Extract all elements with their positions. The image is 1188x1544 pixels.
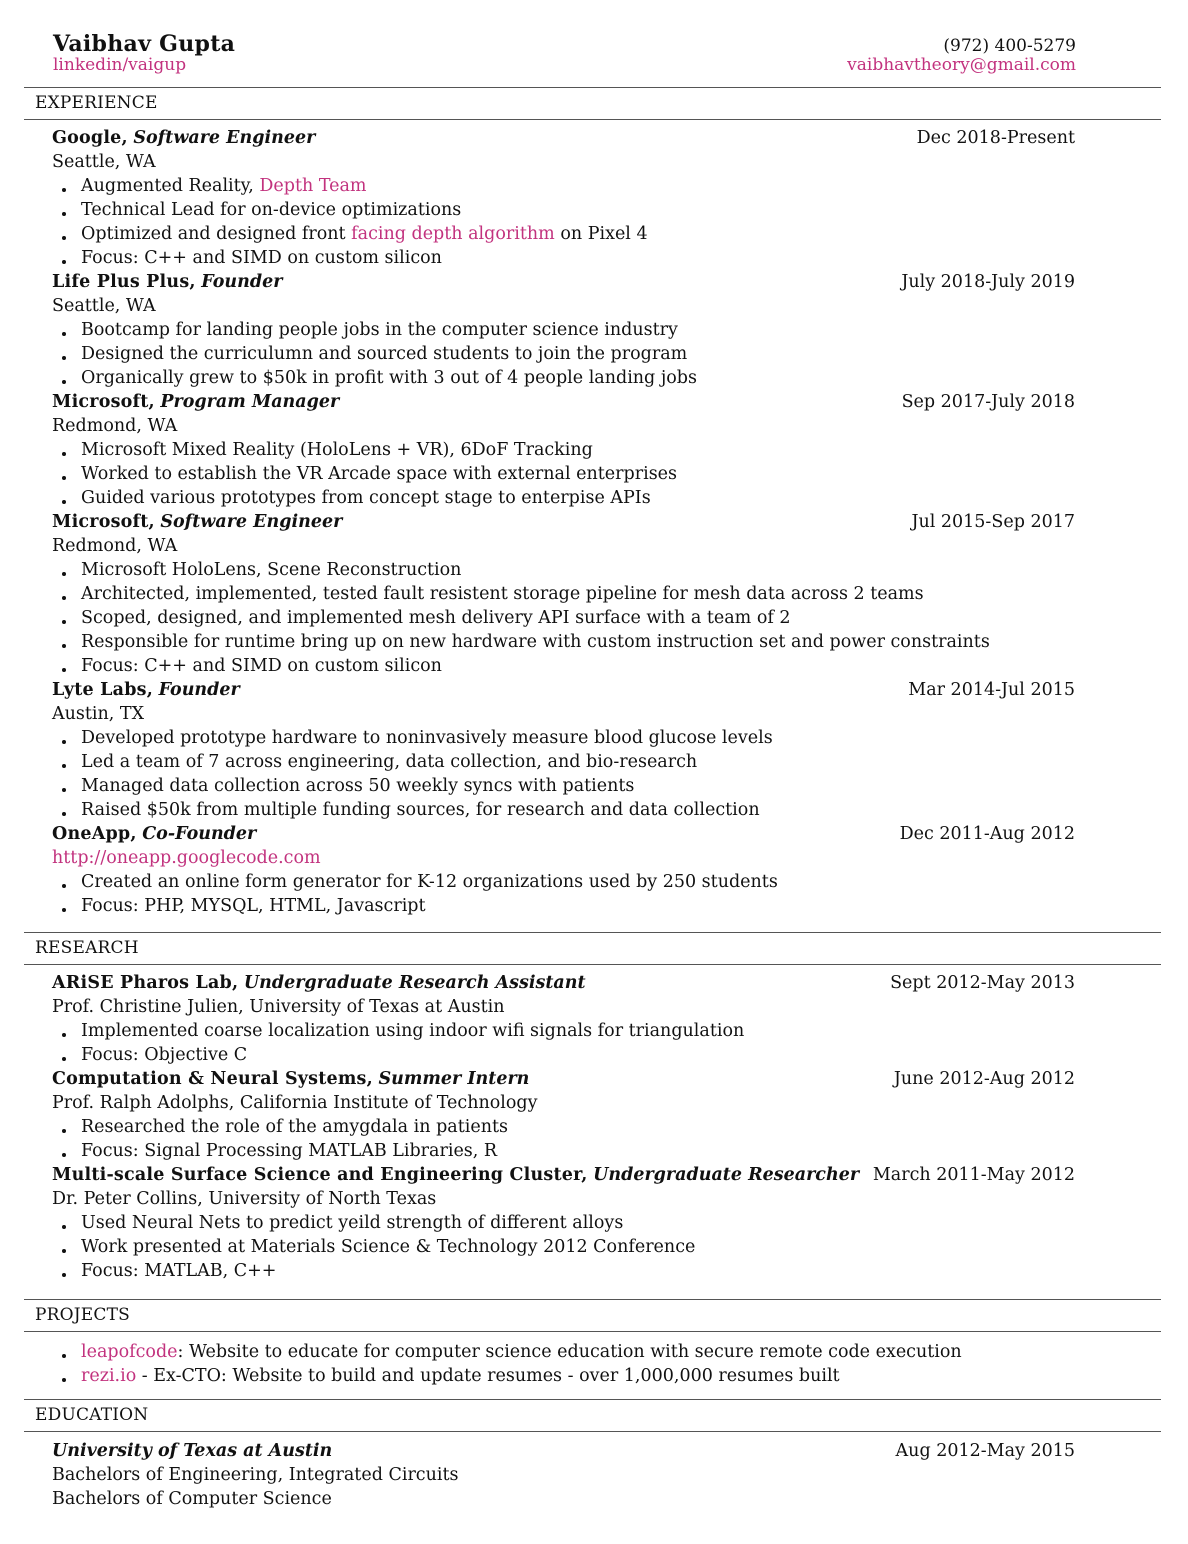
- email-link[interactable]: vaibhavtheory@gmail.com: [847, 55, 1076, 75]
- research-role: Undergraduate Researcher: [593, 1165, 860, 1185]
- job-entry: [52, 510, 1075, 678]
- job-role: Software Engineer: [160, 512, 343, 532]
- job-org: Lyte Labs,: [52, 680, 153, 700]
- education-dates: Aug 2012-May 2015: [895, 1441, 1075, 1461]
- bullet-item: Used Neural Nets to predict yeild strength of different alloys: [52, 1211, 1075, 1235]
- research-entry: [52, 971, 1075, 1067]
- research-advisor: Prof. Christine Julien, University of Texas at Austin: [52, 997, 505, 1017]
- bullet-item: Focus: PHP, MYSQL, HTML, Javascript: [52, 894, 1075, 918]
- job-dates: Sep 2017-July 2018: [901, 392, 1075, 412]
- bullet-item: Worked to establish the VR Arcade space with external enterprises: [52, 462, 1075, 486]
- bullet-item: Developed prototype hardware to noninvasively measure blood glucose levels: [52, 726, 1075, 750]
- project-item: leapofcode: Website to educate for computer science education with secure remote code execution: [52, 1340, 1075, 1364]
- job-entry: [52, 822, 1075, 918]
- job-entry: [52, 390, 1075, 510]
- research-org: ARiSE Pharos Lab,: [52, 973, 239, 993]
- section-heading: EXPERIENCE: [24, 87, 1161, 120]
- research-org: Multi-scale Surface Science and Engineering Cluster,: [52, 1165, 588, 1185]
- bullet-item: Scoped, designed, and implemented mesh delivery API surface with a team of 2: [52, 606, 1075, 630]
- bullet-item: Microsoft HoloLens, Scene Reconstruction: [52, 558, 1075, 582]
- job-org: Microsoft,: [52, 392, 155, 412]
- bullet-item: Organically grew to $50k in profit with 3 out of 4 people landing jobs: [52, 366, 1075, 390]
- bullet-item: Architected, implemented, tested fault resistent storage pipeline for mesh data across 2 teams: [52, 582, 1075, 606]
- project-item: rezi.io - Ex-CTO: Website to build and update resumes - over 1,000,000 resumes built: [52, 1364, 1075, 1388]
- research-role: Summer Intern: [378, 1069, 530, 1089]
- research-dates: June 2012-Aug 2012: [893, 1069, 1075, 1089]
- section-heading: RESEARCH: [24, 932, 1161, 965]
- projects-section: [24, 1299, 1161, 1388]
- bullet-item: Bootcamp for landing people jobs in the computer science industry: [52, 318, 1075, 342]
- rezi-link[interactable]: rezi.io: [81, 1366, 137, 1386]
- bullet-item: Guided various prototypes from concept stage to enterpise APIs: [52, 486, 1075, 510]
- research-dates: March 2011-May 2012: [872, 1165, 1075, 1185]
- section-heading: EDUCATION: [24, 1399, 1161, 1432]
- resume-header: [53, 31, 1076, 79]
- bullet-item: Optimized and designed front facing depth algorithm on Pixel 4: [52, 222, 1075, 246]
- bullet-item: Technical Lead for on-device optimizations: [52, 198, 1075, 222]
- bullet-item: Managed data collection across 50 weekly syncs with patients: [52, 774, 1075, 798]
- job-dates: Dec 2011-Aug 2012: [899, 824, 1075, 844]
- bullet-item: Focus: MATLAB, C++: [52, 1259, 1075, 1283]
- degree: Bachelors of Computer Science: [52, 1489, 332, 1509]
- bullet-item: Focus: Objective C: [52, 1043, 1075, 1067]
- job-role: Program Manager: [160, 392, 340, 412]
- job-entry: [52, 270, 1075, 390]
- bullet-item: Microsoft Mixed Reality (HoloLens + VR), 6DoF Tracking: [52, 438, 1075, 462]
- research-entry: [52, 1163, 1075, 1283]
- bullet-item: Focus: C++ and SIMD on custom silicon: [52, 654, 1075, 678]
- phone-number: (972) 400-5279: [943, 36, 1076, 56]
- job-dates: Dec 2018-Present: [916, 128, 1075, 148]
- job-org: OneApp,: [52, 824, 137, 844]
- job-location: Austin, TX: [52, 704, 145, 724]
- research-entry: [52, 1067, 1075, 1163]
- research-advisor: Dr. Peter Collins, University of North Texas: [52, 1189, 437, 1209]
- research-advisor: Prof. Ralph Adolphs, California Institute of Technology: [52, 1093, 538, 1113]
- bullet-item: Work presented at Materials Science & Technology 2012 Conference: [52, 1235, 1075, 1259]
- bullet-item: Implemented coarse localization using indoor wifi signals for triangulation: [52, 1019, 1075, 1043]
- job-org: Microsoft,: [52, 512, 155, 532]
- bullet-item: Focus: C++ and SIMD on custom silicon: [52, 246, 1075, 270]
- bullet-item: Focus: Signal Processing MATLAB Libraries, R: [52, 1139, 1075, 1163]
- research-org: Computation & Neural Systems,: [52, 1069, 373, 1089]
- leapofcode-link[interactable]: leapofcode: [81, 1342, 178, 1362]
- bullet-item: Augmented Reality, Depth Team: [52, 174, 1075, 198]
- job-role: Software Engineer: [133, 128, 316, 148]
- job-dates: July 2018-July 2019: [901, 272, 1075, 292]
- job-dates: Mar 2014-Jul 2015: [908, 680, 1075, 700]
- candidate-name: Vaibhav Gupta: [53, 31, 236, 57]
- job-location: Seattle, WA: [52, 152, 156, 172]
- oneapp-url-link[interactable]: http://oneapp.googlecode.com: [52, 848, 321, 868]
- bullet-item: Designed the curriculumn and sourced students to join the program: [52, 342, 1075, 366]
- job-org: Google,: [52, 128, 128, 148]
- degree: Bachelors of Engineering, Integrated Circuits: [52, 1465, 459, 1485]
- experience-section: [24, 87, 1161, 918]
- research-dates: Sept 2012-May 2013: [890, 973, 1075, 993]
- job-location: Redmond, WA: [52, 536, 178, 556]
- education-section: [24, 1399, 1161, 1511]
- job-role: Founder: [158, 680, 240, 700]
- bullet-item: Researched the role of the amygdala in patients: [52, 1115, 1075, 1139]
- job-role: Co-Founder: [142, 824, 257, 844]
- depth-team-link[interactable]: Depth Team: [259, 176, 367, 196]
- job-role: Founder: [201, 272, 283, 292]
- section-heading: PROJECTS: [24, 1299, 1161, 1332]
- job-location: Redmond, WA: [52, 416, 178, 436]
- job-location: Seattle, WA: [52, 296, 156, 316]
- research-role: Undergraduate Research Assistant: [243, 973, 586, 993]
- bullet-item: Responsible for runtime bring up on new hardware with custom instruction set and power constraints: [52, 630, 1075, 654]
- job-entry: [52, 678, 1075, 822]
- linkedin-link[interactable]: linkedin/vaigup: [53, 55, 187, 75]
- job-org: Life Plus Plus,: [52, 272, 196, 292]
- bullet-item: Raised $50k from multiple funding sources, for research and data collection: [52, 798, 1075, 822]
- research-section: [24, 932, 1161, 1283]
- school-name: University of Texas at Austin: [52, 1441, 333, 1461]
- job-entry: [52, 126, 1075, 270]
- job-dates: Jul 2015-Sep 2017: [911, 512, 1075, 532]
- bullet-item: Led a team of 7 across engineering, data collection, and bio-research: [52, 750, 1075, 774]
- depth-algorithm-link[interactable]: facing depth algorithm: [351, 224, 555, 244]
- bullet-item: Created an online form generator for K-12 organizations used by 250 students: [52, 870, 1075, 894]
